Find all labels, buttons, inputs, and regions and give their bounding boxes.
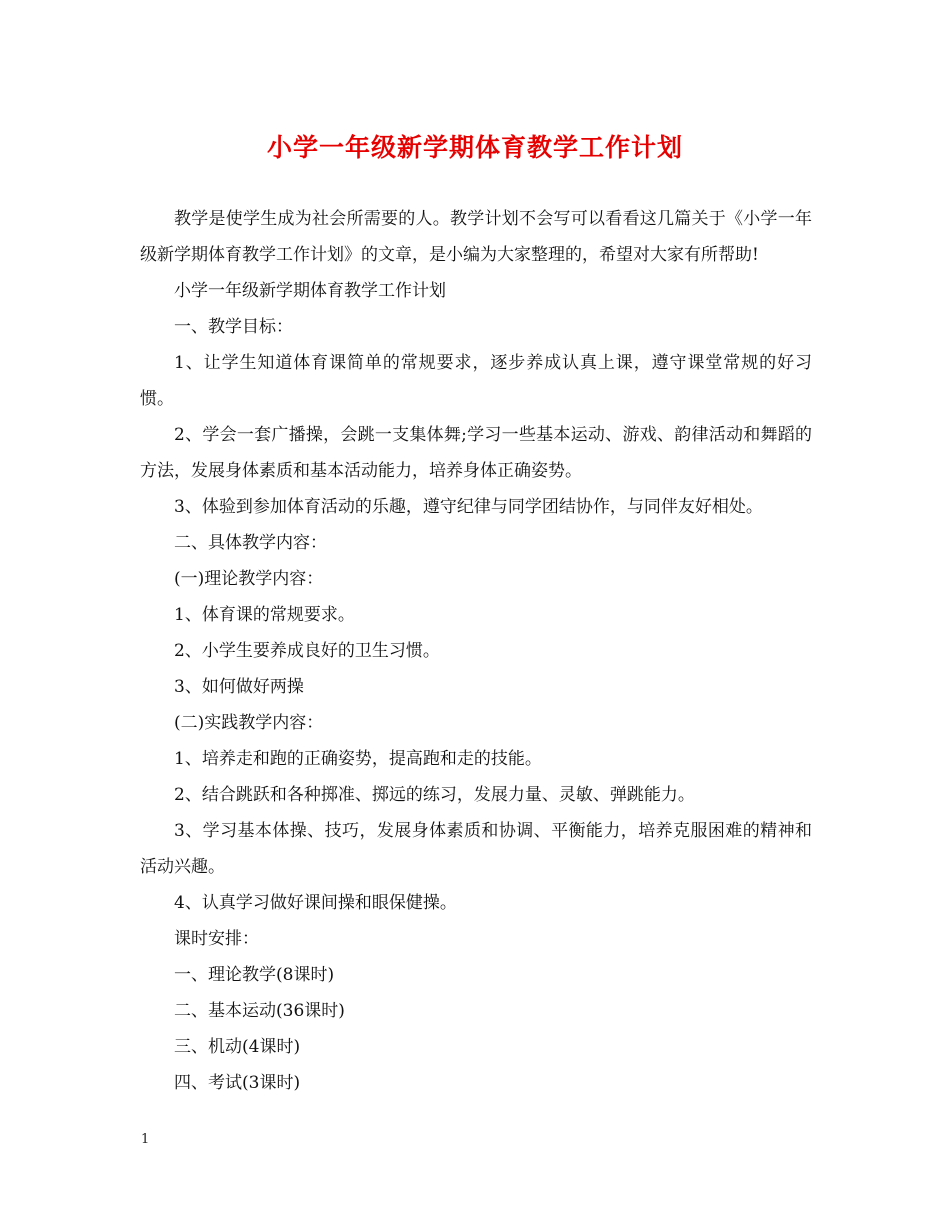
theory-item-3: 3、如何做好两操 bbox=[174, 677, 304, 697]
heading-schedule: 课时安排： bbox=[174, 929, 259, 949]
paragraph-intro: 教学是使学生成为社会所需要的人。教学计划不会写可以看看这几篇关于《小学一年级新学期体育教学工作计划》的文章，是小编为大家整理的，希望对大家有所帮助! bbox=[140, 209, 812, 265]
theory-item-1: 1、体育课的常规要求。 bbox=[174, 605, 355, 625]
paragraph-subtitle: 小学一年级新学期体育教学工作计划 bbox=[174, 281, 446, 301]
practice-item-4: 4、认真学习做好课间操和眼保健操。 bbox=[174, 893, 457, 913]
document-title: 小学一年级新学期体育教学工作计划 bbox=[266, 133, 683, 162]
theory-item-2: 2、小学生要养成良好的卫生习惯。 bbox=[174, 641, 440, 661]
heading-teaching-content: 二、具体教学内容： bbox=[174, 533, 327, 553]
practice-item-1: 1、培养走和跑的正确姿势，提高跑和走的技能。 bbox=[174, 749, 542, 769]
practice-item-3: 3、学习基本体操、技巧，发展身体素质和协调、平衡能力，培养克服困难的精神和活动兴趣。 bbox=[140, 821, 812, 877]
schedule-item-1: 一、理论教学(8课时) bbox=[174, 965, 335, 985]
page-number: 1 bbox=[141, 1132, 150, 1147]
practice-item-2: 2、结合跳跃和各种掷准、掷远的练习，发展力量、灵敏、弹跳能力。 bbox=[174, 785, 695, 805]
goal-item-2: 2、学会一套广播操，会跳一支集体舞;学习一些基本运动、游戏、韵律活动和舞蹈的方法，发展身体素质和基本活动能力，培养身体正确姿势。 bbox=[140, 425, 812, 481]
goal-item-1: 1、让学生知道体育课简单的常规要求，逐步养成认真上课，遵守课堂常规的好习惯。 bbox=[140, 353, 812, 409]
schedule-item-4: 四、考试(3课时) bbox=[174, 1073, 301, 1093]
schedule-item-2: 二、基本运动(36课时) bbox=[174, 1001, 345, 1021]
schedule-item-3: 三、机动(4课时) bbox=[174, 1037, 301, 1057]
heading-teaching-goals: 一、教学目标： bbox=[174, 317, 293, 337]
document-body bbox=[140, 201, 812, 1101]
goal-item-3: 3、体验到参加体育活动的乐趣，遵守纪律与同学团结协作，与同伴友好相处。 bbox=[174, 497, 763, 517]
subheading-practice: (二)实践教学内容： bbox=[174, 713, 324, 733]
subheading-theory: (一)理论教学内容： bbox=[174, 569, 324, 589]
